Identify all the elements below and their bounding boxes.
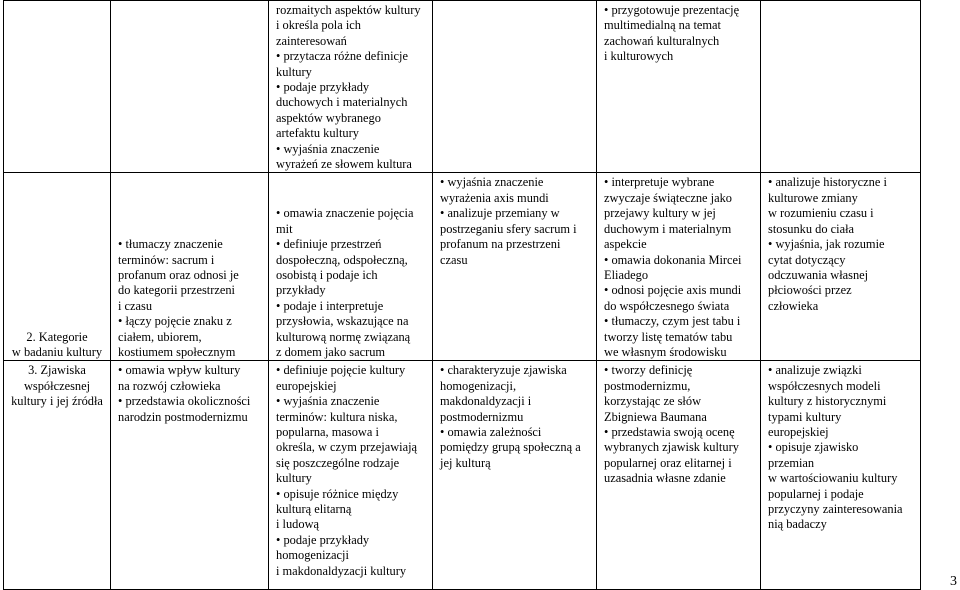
bullet-item: • tłumaczy, czym jest tabu i bbox=[604, 314, 757, 329]
text-line: duchowych i materialnych bbox=[276, 95, 408, 110]
bullet-item: • podaje i interpretuje bbox=[276, 299, 429, 314]
bullet-item: • opisuje różnice między bbox=[276, 487, 429, 502]
text-line: artefaktu kultury bbox=[276, 126, 359, 141]
text-line: przejawy kultury w jej bbox=[604, 206, 716, 221]
text-line: profanum na przestrzeni bbox=[440, 237, 561, 252]
text-line: Eliadego bbox=[604, 267, 649, 282]
requirements-cell bbox=[597, 173, 761, 361]
text-line: profanum oraz odnosi je bbox=[118, 267, 239, 282]
text-line: duchowym i materialnym bbox=[604, 221, 732, 236]
bullet-item: • wyjaśnia znaczenie bbox=[440, 175, 593, 190]
bullet-item: • łączy pojęcie znaku z bbox=[118, 314, 265, 329]
text-line: kulturowe zmiany bbox=[768, 190, 858, 205]
requirements-cell bbox=[269, 173, 433, 361]
text-line: zainteresowań bbox=[276, 33, 347, 48]
requirements-cell bbox=[269, 1, 433, 173]
section-cell bbox=[4, 173, 111, 361]
text-line: we własnym środowisku bbox=[604, 344, 727, 359]
text-line: się poszczególne rodzaje bbox=[276, 455, 400, 470]
text-line: odczuwania własnej bbox=[768, 267, 869, 282]
text-line: w rozumieniu czasu i bbox=[768, 206, 874, 221]
text-line: europejskiej bbox=[768, 424, 829, 439]
text-line: współczesnej bbox=[23, 378, 91, 393]
text-line: i określa pola ich bbox=[276, 18, 361, 33]
bullet-item: • analizuje związki bbox=[768, 363, 917, 378]
bullet-item: • przedstawia swoją ocenę bbox=[604, 425, 757, 440]
text-line: terminów: kultura niska, bbox=[276, 409, 398, 424]
text-line: czasu bbox=[440, 252, 468, 267]
text-line: europejskiej bbox=[276, 378, 337, 393]
bullet-item: • omawia dokonania Mircei bbox=[604, 253, 757, 268]
bullet-item: • omawia wpływ kultury bbox=[118, 363, 265, 378]
text-line: kultury bbox=[276, 64, 312, 79]
page-number: 3 bbox=[950, 574, 957, 589]
bullet-item: • wyjaśnia znaczenie bbox=[276, 142, 429, 157]
text-line: przyczyny zainteresowania bbox=[768, 502, 903, 516]
table-row bbox=[4, 361, 921, 590]
text-line: Zbigniewa Baumana bbox=[604, 409, 707, 424]
text-line: jej kulturą bbox=[440, 455, 491, 470]
requirements-cell bbox=[111, 361, 269, 590]
text-line: stosunku do ciała bbox=[768, 221, 855, 236]
text-line: kostiumem społecznym bbox=[118, 344, 236, 359]
text-line: przysłowia, wskazujące na bbox=[276, 314, 409, 329]
bullet-item: • wyjaśnia, jak rozumie bbox=[768, 237, 917, 252]
text-line: kultury i jej źródła bbox=[11, 394, 103, 409]
text-line: pomiędzy grupą społeczną a bbox=[440, 440, 581, 455]
text-line: makdonaldyzacji i bbox=[440, 394, 532, 409]
text-line: z domem jako sacrum bbox=[276, 344, 386, 359]
bullet-item: • definiuje pojęcie kultury bbox=[276, 363, 429, 378]
table-row bbox=[4, 173, 921, 361]
text-line: homogenizacji, bbox=[440, 378, 517, 393]
text-line: zwyczaje świąteczne jako bbox=[604, 190, 732, 205]
bullet-item: • przedstawia okoliczności bbox=[118, 394, 265, 409]
text-line: w badaniu kultury bbox=[11, 344, 103, 359]
text-line: postrzeganiu sfery sacrum i bbox=[440, 221, 577, 236]
requirements-cell bbox=[761, 173, 921, 361]
bullet-item: • interpretuje wybrane bbox=[604, 175, 757, 190]
requirements-cell bbox=[433, 1, 597, 173]
text-line: wyrażeń ze słowem kultura bbox=[276, 157, 412, 172]
text-line: aspekcie bbox=[604, 237, 647, 252]
text-line: postmodernizmu bbox=[440, 409, 524, 424]
text-line: i makdonaldyzacji kultury bbox=[276, 563, 407, 578]
text-line: tworzy listę tematów tabu bbox=[604, 329, 733, 344]
text-line: popularna, masowa i bbox=[276, 424, 379, 439]
bullet-item: • omawia zależności bbox=[440, 425, 593, 440]
text-line: i ludową bbox=[276, 517, 320, 532]
text-line: rozmaitych aspektów kultury bbox=[276, 3, 421, 17]
bullet-item: • tworzy definicję bbox=[604, 363, 757, 378]
text-line: kulturą elitarną bbox=[276, 502, 352, 516]
text-line: mit bbox=[276, 221, 293, 236]
text-line: typami kultury bbox=[768, 409, 842, 424]
text-line: homogenizacji bbox=[276, 548, 349, 563]
section-cell bbox=[4, 361, 111, 590]
text-line: terminów: sacrum i bbox=[118, 252, 215, 267]
text-line: do współczesnego świata bbox=[604, 298, 730, 313]
text-line: 3. Zjawiska bbox=[28, 363, 86, 378]
requirements-cell bbox=[433, 361, 597, 590]
bullet-item: • charakteryzuje zjawiska bbox=[440, 363, 593, 378]
bullet-item: • podaje przykłady bbox=[276, 80, 429, 95]
text-line: ciałem, ubiorem, bbox=[118, 329, 202, 344]
bullet-item: • omawia znaczenie pojęcia bbox=[276, 206, 429, 221]
text-line: nią badaczy bbox=[768, 517, 827, 532]
text-line: popularnej oraz elitarnej i bbox=[604, 455, 732, 470]
bullet-item: • definiuje przestrzeń bbox=[276, 237, 429, 252]
text-line: 2. Kategorie bbox=[26, 329, 88, 344]
curriculum-table bbox=[3, 0, 921, 590]
text-line: przykłady bbox=[276, 283, 326, 298]
requirements-cell bbox=[433, 173, 597, 361]
bullet-item: • tłumaczy znaczenie bbox=[118, 237, 265, 252]
requirements-cell bbox=[597, 1, 761, 173]
text-line: kulturową normę związaną bbox=[276, 329, 411, 344]
bullet-item: • wyjaśnia znaczenie bbox=[276, 394, 429, 409]
text-line: zachowań kulturalnych bbox=[604, 33, 720, 48]
bullet-item: • podaje przykłady bbox=[276, 533, 429, 548]
text-line: kultury z historycznymi bbox=[768, 394, 887, 409]
text-line: płciowości przez bbox=[768, 283, 852, 298]
text-line: postmodernizmu, bbox=[604, 378, 691, 393]
text-line: człowieka bbox=[768, 298, 819, 313]
text-line: dospołeczną, odspołeczną, bbox=[276, 252, 408, 267]
text-line: współczesnych modeli bbox=[768, 378, 881, 393]
text-line: i czasu bbox=[118, 298, 153, 313]
text-line: popularnej i podaje bbox=[768, 486, 864, 501]
requirements-cell bbox=[111, 1, 269, 173]
section-cell bbox=[4, 1, 111, 173]
text-line: korzystając ze słów bbox=[604, 394, 702, 409]
requirements-cell bbox=[761, 1, 921, 173]
text-line: i kulturowych bbox=[604, 49, 674, 64]
text-line: kultury bbox=[276, 471, 312, 486]
bullet-item: • opisuje zjawisko bbox=[768, 440, 917, 455]
bullet-item: • przygotowuje prezentację bbox=[604, 3, 757, 18]
text-line: cytat dotyczący bbox=[768, 252, 846, 267]
bullet-item: • analizuje historyczne i bbox=[768, 175, 917, 190]
bullet-item: • odnosi pojęcie axis mundi bbox=[604, 283, 757, 298]
text-line: do kategorii przestrzeni bbox=[118, 283, 235, 298]
text-line: określa, w czym przejawiają bbox=[276, 440, 418, 455]
text-line: multimedialną na temat bbox=[604, 18, 721, 33]
requirements-cell bbox=[111, 173, 269, 361]
text-line: osobistą i podaje ich bbox=[276, 267, 378, 282]
requirements-cell bbox=[597, 361, 761, 590]
table-row bbox=[4, 1, 921, 173]
text-line: uzasadnia własne zdanie bbox=[604, 471, 726, 486]
text-line: na rozwój człowieka bbox=[118, 378, 221, 393]
text-line: narodzin postmodernizmu bbox=[118, 409, 248, 424]
text-line: wyrażenia axis mundi bbox=[440, 190, 549, 205]
requirements-cell bbox=[269, 361, 433, 590]
text-line: przemian bbox=[768, 455, 815, 470]
bullet-item: • przytacza różne definicje bbox=[276, 49, 429, 64]
text-line: w wartościowaniu kultury bbox=[768, 471, 898, 486]
text-line: wybranych zjawisk kultury bbox=[604, 440, 739, 455]
text-line: aspektów wybranego bbox=[276, 110, 381, 125]
requirements-cell bbox=[761, 361, 921, 590]
bullet-item: • analizuje przemiany w bbox=[440, 206, 593, 221]
